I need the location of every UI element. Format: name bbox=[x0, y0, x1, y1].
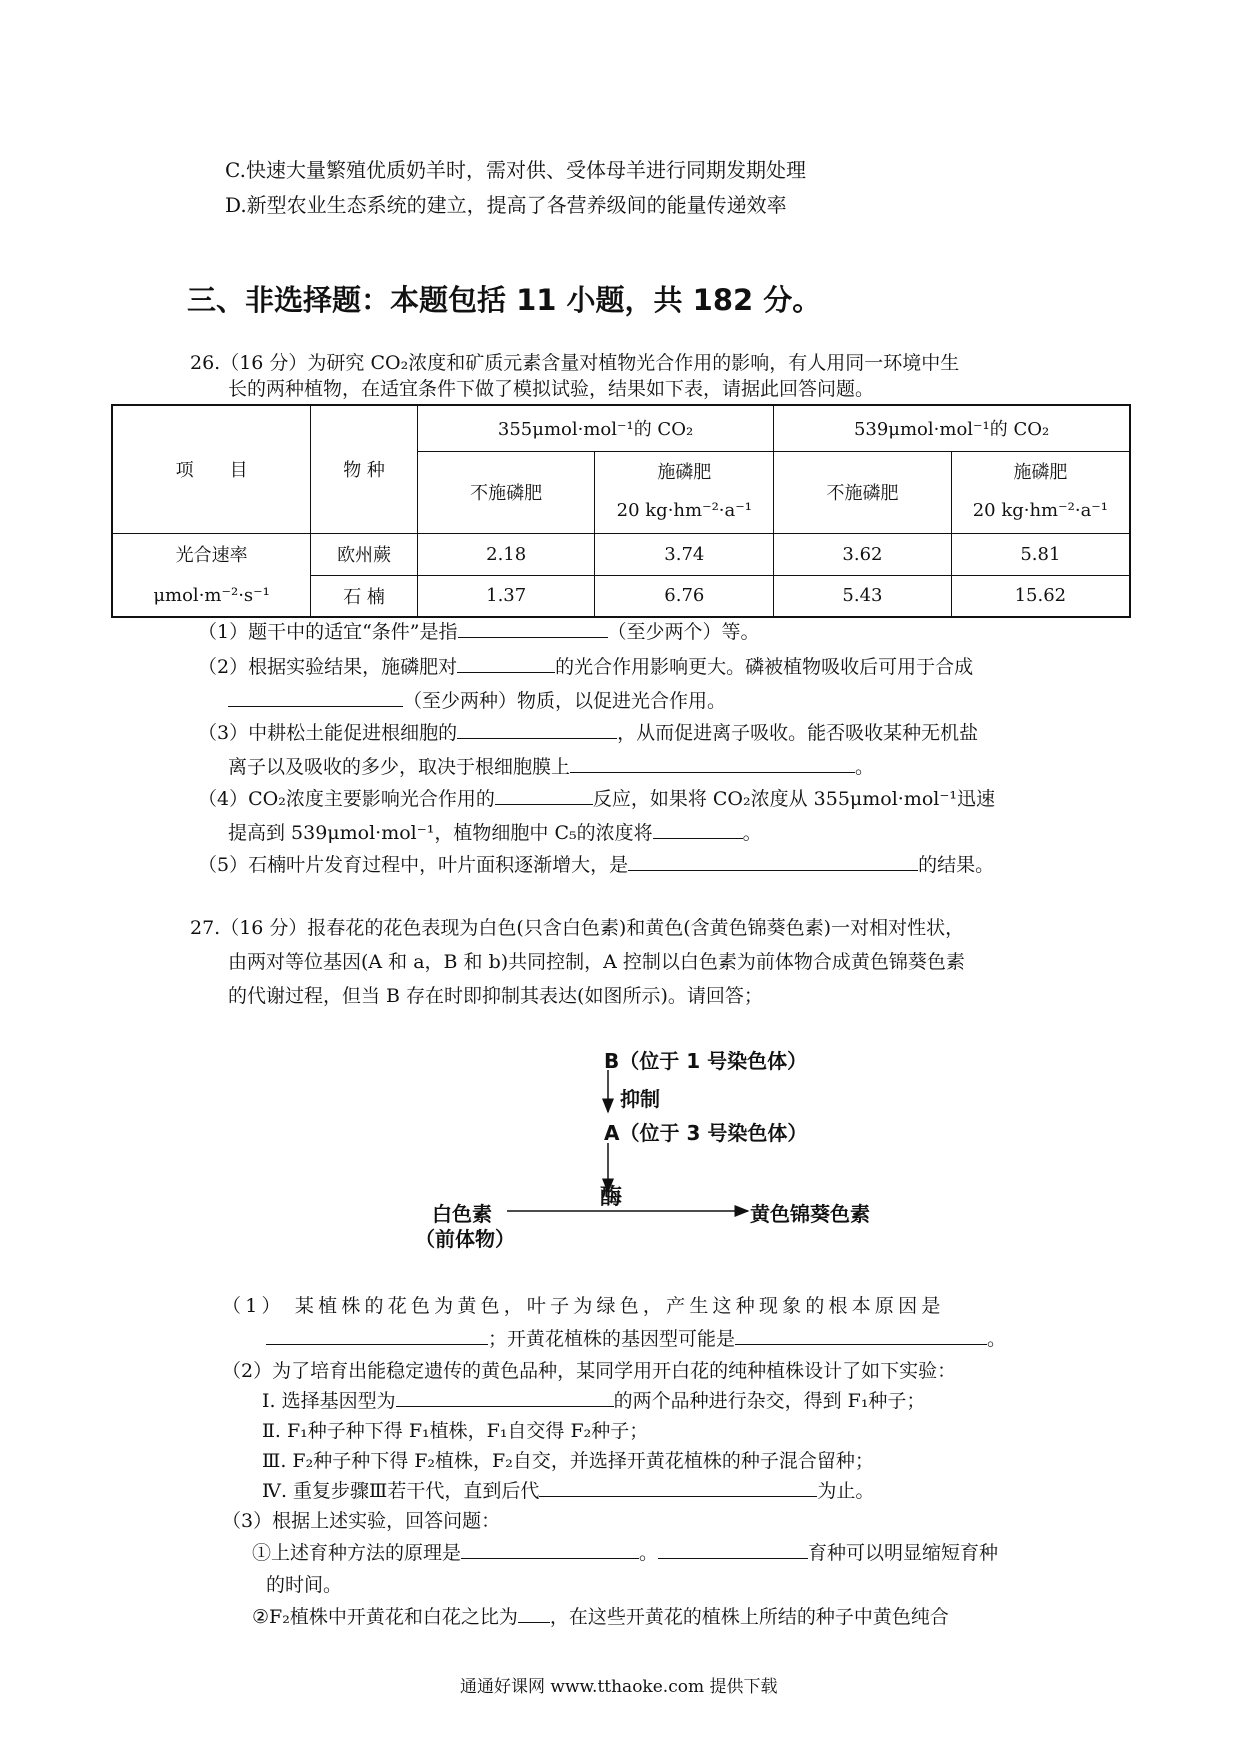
diagram-inhibit-label: 抑制 bbox=[620, 1087, 660, 1111]
q26-part1-text: （至少两个）等。 bbox=[607, 621, 760, 643]
q27-part3-text: ②F₂植株中开黄花和白花之比为 bbox=[252, 1606, 518, 1628]
value-cell: 1.37 bbox=[417, 575, 595, 617]
value-cell: 6.76 bbox=[595, 575, 774, 617]
diagram-gene-a: A（位于 3 号染色体） bbox=[604, 1121, 808, 1145]
header-no-phosphorus: 不施磷肥 bbox=[774, 451, 952, 533]
answer-blank[interactable] bbox=[266, 1324, 488, 1345]
header-species: 物 种 bbox=[311, 405, 418, 533]
q27-part3-item1-line2: 的时间。 bbox=[266, 1574, 343, 1596]
q27-part3-text: 。 bbox=[639, 1542, 659, 1564]
q27-step-text: 为止。 bbox=[817, 1480, 875, 1502]
row-label-rate: 光合速率 bbox=[112, 533, 311, 575]
answer-blank[interactable] bbox=[658, 1538, 808, 1559]
q27-part3-item2 bbox=[252, 1602, 949, 1632]
q26-part2-text: （至少两种）物质，以促进光合作用。 bbox=[403, 690, 727, 712]
q27-part3-item1-line1 bbox=[252, 1538, 998, 1568]
q26-part5-text: 的结果。 bbox=[918, 854, 995, 876]
option-d: D.新型农业生态系统的建立，提高了各营养级间的能量传递效率 bbox=[225, 193, 787, 217]
q27-step4 bbox=[262, 1476, 874, 1506]
diagram-substrate-note: （前体物） bbox=[415, 1227, 515, 1251]
q27-part3-text: ①上述育种方法的原理是 bbox=[252, 1542, 462, 1564]
value-cell: 15.62 bbox=[951, 575, 1130, 617]
q27-step2: Ⅱ. F₁种子种下得 F₁植株，F₁自交得 F₂种子； bbox=[262, 1420, 649, 1442]
diagram-product: 黄色锦葵色素 bbox=[750, 1202, 870, 1226]
q26-part1-text: （1）题干中的适宜“条件”是指 bbox=[198, 621, 458, 643]
q27-step-text: 的两个品种进行杂交，得到 F₁种子； bbox=[613, 1390, 926, 1412]
q26-part4-text: （4）CO₂浓度主要影响光合作用的 bbox=[198, 788, 495, 810]
phosphorus-label: 施磷肥 bbox=[657, 462, 712, 483]
value-cell: 3.62 bbox=[774, 533, 952, 575]
q27-step-text: Ⅰ. 选择基因型为 bbox=[262, 1390, 396, 1412]
q26-part3-text: 离子以及吸收的多少，取决于根细胞膜上 bbox=[228, 756, 571, 778]
header-co2-539: 539μmol·mol⁻¹的 CO₂ bbox=[774, 405, 1130, 451]
page-footer: 通通好课网 www.tthaoke.com 提供下载 bbox=[460, 1677, 778, 1697]
q27-intro-line3: 的代谢过程，但当 B 存在时即抑制其表达(如图所示)。请回答； bbox=[228, 985, 763, 1007]
q26-intro-line1: 26.（16 分）为研究 CO₂浓度和矿质元素含量对植物光合作用的影响，有人用同一环境中生 bbox=[190, 352, 960, 374]
phosphorus-amount: 20 kg·hm⁻²·a⁻¹ bbox=[616, 500, 752, 521]
value-cell: 3.74 bbox=[595, 533, 774, 575]
diagram-gene-b: B（位于 1 号染色体） bbox=[604, 1049, 808, 1073]
diagram-substrate: 白色素 bbox=[432, 1202, 492, 1226]
section-heading: 三、非选择题：本题包括 11 小题，共 182 分。 bbox=[187, 283, 822, 317]
diagram-enzyme: 酶 bbox=[600, 1185, 623, 1210]
q27-part1-text: （1） 某植株的花色为黄色，叶子为绿色，产生这种现象的根本原因是 bbox=[222, 1295, 945, 1317]
value-cell: 5.81 bbox=[951, 533, 1130, 575]
q27-step-text: Ⅳ. 重复步骤Ⅲ若干代，直到后代 bbox=[262, 1480, 540, 1502]
value-cell: 5.43 bbox=[774, 575, 952, 617]
q27-intro-line2: 由两对等位基因(A 和 a，B 和 b)共同控制，A 控制以白色素为前体物合成黄色锦葵色素 bbox=[228, 951, 965, 973]
q26-intro-line2: 长的两种植物，在适宜条件下做了模拟试验，结果如下表，请据此回答问题。 bbox=[228, 378, 875, 400]
q27-step3: Ⅲ. F₂种子种下得 F₂植株，F₂自交，并选择开黄花植株的种子混合留种； bbox=[262, 1450, 874, 1472]
q26-part2-text: （2）根据实验结果，施磷肥对 bbox=[198, 656, 458, 678]
q27-intro-line1: 27.（16 分）报春花的花色表现为白色(只含白色素)和黄色(含黄色锦葵色素)一对相对性状， bbox=[190, 917, 965, 939]
q26-part3-text: 。 bbox=[855, 756, 875, 778]
q27-part3-title: （3）根据上述实验，回答问题： bbox=[222, 1510, 501, 1532]
phosphorus-amount: 20 kg·hm⁻²·a⁻¹ bbox=[972, 500, 1109, 521]
q27-part1-line1 bbox=[222, 1291, 945, 1321]
q27-part3-text: 育种可以明显缩短育种 bbox=[808, 1542, 999, 1564]
q26-part3-text: ，从而促进离子吸收。能否吸收某种无机盐 bbox=[617, 722, 979, 744]
answer-blank[interactable] bbox=[539, 1476, 817, 1497]
q26-part4-text: 。 bbox=[742, 822, 762, 844]
answer-blank[interactable] bbox=[461, 1538, 639, 1559]
q26-part3-text: （3）中耕松土能促进根细胞的 bbox=[198, 722, 458, 744]
q27-part1-text: 。 bbox=[987, 1328, 1007, 1350]
q27-step1 bbox=[262, 1386, 925, 1416]
value-cell: 2.18 bbox=[417, 533, 595, 575]
q26-part5-text: （5）石楠叶片发育过程中，叶片面积逐渐增大，是 bbox=[198, 854, 629, 876]
q27-part3-text: ，在这些开黄花的植株上所结的种子中黄色纯合 bbox=[549, 1606, 949, 1628]
species-cell: 石 楠 bbox=[311, 575, 418, 617]
q26-part4-text: 提高到 539μmol·mol⁻¹，植物细胞中 C₅的浓度将 bbox=[228, 822, 653, 844]
phosphorus-label: 施磷肥 bbox=[1013, 462, 1068, 483]
answer-blank[interactable] bbox=[396, 1386, 614, 1407]
q27-part1-text: ；开黄花植株的基因型可能是 bbox=[488, 1328, 736, 1350]
option-c: C.快速大量繁殖优质奶羊时，需对供、受体母羊进行同期发期处理 bbox=[225, 158, 806, 182]
species-cell: 欧州蕨 bbox=[311, 533, 418, 575]
answer-blank[interactable] bbox=[518, 1602, 550, 1623]
q27-part1-line2 bbox=[266, 1324, 1006, 1354]
q27-part2-title: （2）为了培育出能稳定遗传的黄色品种，某同学用开白花的纯种植株设计了如下实验： bbox=[222, 1360, 957, 1382]
header-item: 项 目 bbox=[112, 405, 311, 533]
answer-blank[interactable] bbox=[735, 1324, 987, 1345]
header-no-phosphorus: 不施磷肥 bbox=[417, 451, 595, 533]
row-label-unit: μmol·m⁻²·s⁻¹ bbox=[112, 575, 311, 617]
q26-part4-text: 反应，如果将 CO₂浓度从 355μmol·mol⁻¹迅速 bbox=[592, 788, 996, 810]
q26-part2-text: 的光合作用影响更大。磷被植物吸收后可用于合成 bbox=[555, 656, 974, 678]
header-co2-355: 355μmol·mol⁻¹的 CO₂ bbox=[417, 405, 773, 451]
